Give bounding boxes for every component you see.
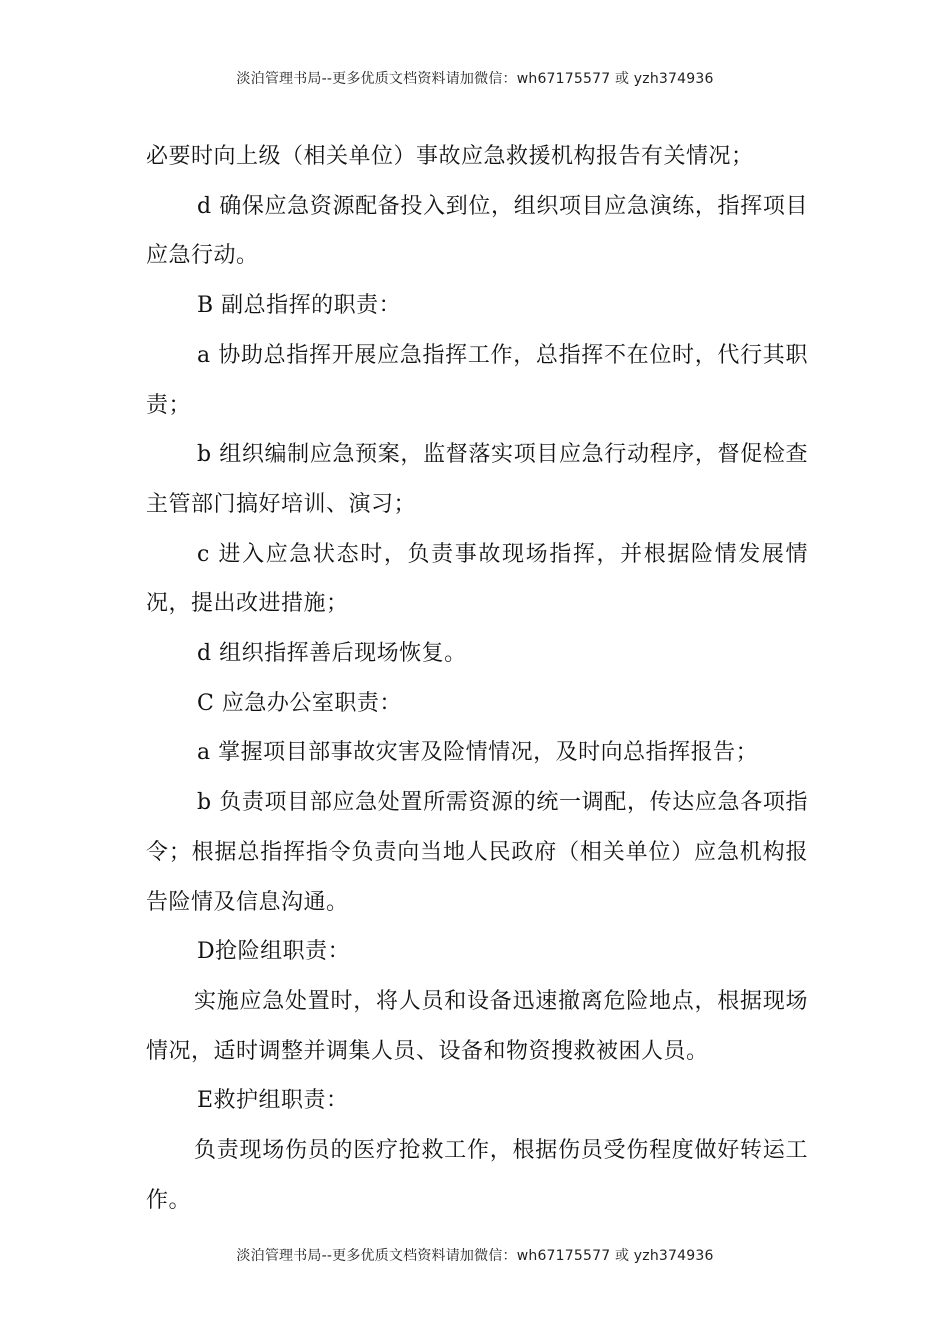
section-heading-d: D抢险组职责： (197, 939, 351, 965)
paragraph-item-d: d 组织指挥善后现场恢复。 (197, 641, 467, 667)
page-footer-watermark: 淡泊管理书局--更多优质文档资料请加微信：wh67175577 或 yzh374936 (236, 1248, 714, 1264)
paragraph-item-d: d 确保应急资源配备投入到位，组织项目应急演练，指挥项目应急行动。 (146, 193, 808, 269)
section-heading-b: B 副总指挥的职责： (197, 293, 402, 319)
paragraph-rescue-duties: 实施应急处置时，将人员和设备迅速撤离危险地点，根据现场情况，适时调整并调集人员、设备和物资搜救被困人员。 (146, 988, 808, 1064)
paragraph-item-c: c 进入应急状态时，负责事故现场指挥，并根据险情发展情况，提出改进措施； (146, 541, 808, 617)
paragraph-item-b: b 负责项目部应急处置所需资源的统一调配，传达应急各项指令；根据总指挥指令负责向当地人民政府（相关单位）应急机构报告险情及信息沟通。 (146, 790, 808, 915)
paragraph-item-a: a 协助总指挥开展应急指挥工作，总指挥不在位时，代行其职责； (146, 342, 808, 418)
paragraph-continuation: 必要时向上级（相关单位）事故应急救援机构报告有关情况； (146, 144, 754, 169)
document-body (146, 132, 808, 1225)
section-heading-c: C 应急办公室职责： (197, 690, 402, 716)
section-heading-e: E救护组职责： (197, 1088, 349, 1114)
paragraph-medical-duties: 负责现场伤员的医疗抢救工作，根据伤员受伤程度做好转运工作。 (146, 1138, 808, 1213)
paragraph-item-b: b 组织编制应急预案，监督落实项目应急行动程序，督促检查主管部门搞好培训、演习； (146, 442, 808, 517)
page-header-watermark: 淡泊管理书局--更多优质文档资料请加微信：wh67175577 或 yzh374936 (236, 71, 714, 87)
paragraph-item-a: a 掌握项目部事故灾害及险情情况，及时向总指挥报告； (197, 740, 759, 766)
